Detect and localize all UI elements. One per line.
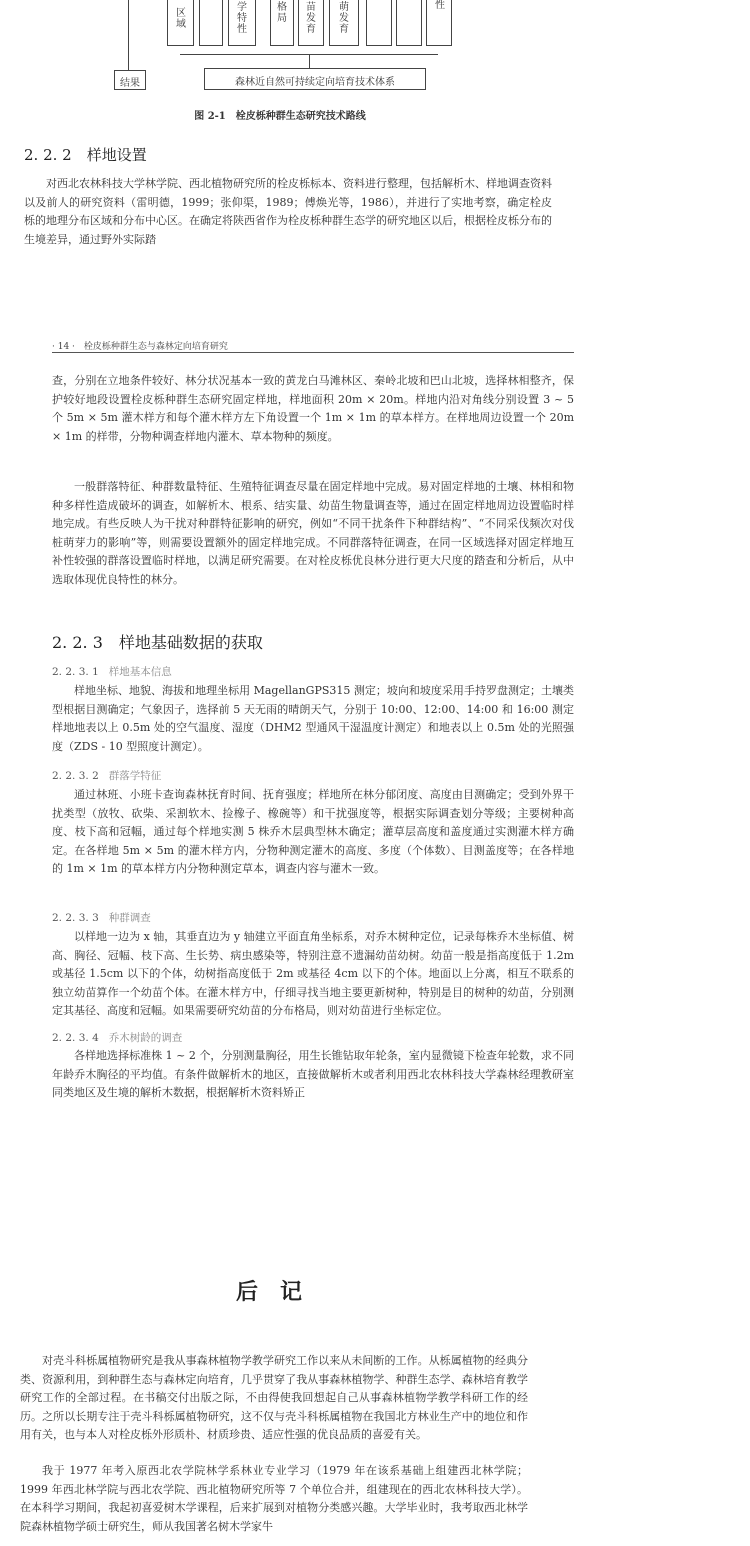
subsection-number: 2. 2. 3. 1 <box>52 666 99 678</box>
header-divider <box>52 352 574 353</box>
result-label: 结果 <box>120 78 140 89</box>
flow-node-label: 学特性 <box>237 2 247 35</box>
afterword-paragraph-2: 我于 1977 年考入原西北农学院林学系林业专业学习（1979 年在该系基础上组建西北林学院；1999 年西北林学院与西北农学院、西北植物研究所等 7 个单位合并，组建现在的西北农林科技大学）。在本科学习期间，我起初喜爱树木学课程，后来扩展到对植物分类感兴趣。大学毕业时，我考取西北林学院森林植物学硕士研究生，师从我国著名树木学家牛 <box>20 1464 528 1533</box>
subsection-heading-2-2-3-1 <box>52 664 172 679</box>
figure-caption: 图 2-1 栓皮栎种群生态研究技术路线 <box>194 111 366 122</box>
subsection-title: 乔木树龄的调查 <box>108 1032 183 1044</box>
subsection-heading-2-2-3-3 <box>52 910 151 925</box>
paragraph-2-2-2: 对西北农林科技大学林学院、西北植物研究所的栓皮栎标本、资料进行整理，包括解析木、样地调查资料以及前人的研究资料（雷明德，1999；张仰渠，1989；傅焕光等，1986），并进行了实地考察，确定栓皮栎的地理分布区域和分布中心区。在确定将陕西省作为栓皮栎种群生态学的研究地区以后，根据栓皮栎分布的生境差异，通过野外实际踏 <box>24 177 552 246</box>
flow-node <box>366 0 392 46</box>
subsection-heading-2-2-3-2 <box>52 768 161 783</box>
flow-node-label: 萌发育 <box>339 2 349 35</box>
flow-node-label: 苗发育 <box>306 2 316 35</box>
paragraph-2-2-3-2: 通过林班、小班卡查询森林抚育时间、抚育强度；样地所在林分郁闭度、高度由目测确定；受到外界干扰类型（放牧、砍柴、采割软木、捡橡子、橡碗等）和干扰强度等，根据实际调查划分等级；主要树种高度、枝下高和冠幅，通过每个样地实测 5 株乔木层典型林木确定；灌草层高度和盖度通过实测灌木样方确定。在各样地 5m × 5m 的灌木样方内，分物种测定灌木的高度、多度（个体数）、目测盖度等；在各样地的 1m × 1m 的草本样方内分物种测定草本，调查内容与灌木一致。 <box>52 788 574 875</box>
flow-node-label: 区域 <box>176 8 186 30</box>
flow-node <box>199 0 223 46</box>
flow-node-label: 格局 <box>277 2 287 24</box>
flow-node <box>396 0 422 46</box>
subsection-title: 种群调查 <box>108 912 151 924</box>
flow-node-label: 性 <box>435 0 445 11</box>
flow-connector <box>309 54 310 68</box>
paragraph-2-2-3-4: 各样地选择标准株 1 ~ 2 个，分别测量胸径，用生长锥钻取年轮条，室内显微镜下检查年轮数，求不同年龄乔木胸径的平均值。有条件做解析木的地区，直接做解析木或者利用西北农林科技大学森林经理教研室同类地区及生境的解析木数据，根据解析木资料矫正 <box>52 1049 574 1099</box>
paragraph-community-survey: 一般群落特征、种群数量特征、生殖特征调查尽量在固定样地中完成。易对固定样地的土壤、林相和物种多样性造成破坏的调查，如解析木、根系、结实量、幼苗生物量调查等，通过在固定样地周边设置临时样地完成。有些反映人为干扰对种群特征影响的研究，例如“不同干扰条件下种群结构”、“不同采伐频次对伐桩萌芽力的影响”等，则需要设置额外的固定样地完成。不同群落特征调查，在同一区域选择对固定样地互补性较强的群落设置临时样地，以满足研究需要。在对栓皮栎优良林分进行更大尺度的踏查和分析后，从中选取体现优良特性的林分。 <box>52 480 574 586</box>
bottom-process-label: 森林近自然可持续定向培育技术体系 <box>235 77 395 88</box>
section-heading-2-2-3: 2. 2. 3 样地基础数据的获取 <box>52 633 263 652</box>
subsection-title: 群落学特征 <box>108 770 162 782</box>
paragraph-2-2-3-1: 样地坐标、地貌、海拔和地理坐标用 MagellanGPS315 测定；坡向和坡度采用手持罗盘测定；土壤类型根据目测确定；气象因子，选择前 5 天无雨的晴朗天气，分别于 10:00、12:00、14:00 和 16:00 测定样地地表以上 0.5m 处的空气温度、湿度（DHM2 型通风干湿温度计测定）和地表以上 0.5m 处的光照强度（ZDS - 10 型照度计测定）。 <box>52 684 574 753</box>
subsection-number: 2. 2. 3. 3 <box>52 912 99 924</box>
subsection-number: 2. 2. 3. 4 <box>52 1032 99 1044</box>
flow-connector <box>128 0 129 70</box>
subsection-title: 样地基本信息 <box>108 666 172 678</box>
subsection-number: 2. 2. 3. 2 <box>52 770 99 782</box>
afterword-paragraph-1: 对壳斗科栎属植物研究是我从事森林植物学教学研究工作以来从未间断的工作。从栎属植物的经典分类、资源利用，到种群生态与森林定向培育，几乎贯穿了我从事森林植物学、种群生态学、森林培育教学研究工作的全部过程。在书稿交付出版之际，不由得使我回想起自己从事森林植物学教学科研工作的经历。之所以长期专注于壳斗科栎属植物研究，这不仅与壳斗科栎属植物在我国北方林业生产中的地位和作用有关，也与本人对栓皮栎外形质朴、材质珍贵、适应性强的优良品质的喜爱有关。 <box>20 1354 528 1441</box>
section-heading-2-2-2: 2. 2. 2 样地设置 <box>24 146 147 164</box>
running-header: · 14 · 栓皮栎种群生态与森林定向培育研究 <box>52 342 228 352</box>
paragraph-2-2-3-3: 以样地一边为 x 轴，其垂直边为 y 轴建立平面直角坐标系，对乔木树种定位，记录每株乔木坐标值、树高、胸径、冠幅、枝下高、生长势、病虫感染等，特别注意不遗漏幼苗幼树。幼苗一般是指高度低于 1.2m 或基径 1.5cm 以下的个体，幼树指高度低于 2m 或基径 4cm 以下的个体。地面以上分离，相互不联系的独立幼苗算作一个幼苗个体。在灌木样方中，仔细寻找当地主要更新树种，特别是目的树种的幼苗，分别测定其基径、高度和冠幅。如果需要研究幼苗的分布格局，则对幼苗进行坐标定位。 <box>52 930 574 1017</box>
paragraph-sample-plots: 查，分别在立地条件较好、林分状况基本一致的黄龙白马滩林区、秦岭北坡和巴山北坡，选择林相整齐，保护较好地段设置栓皮栎种群生态研究固定样地，样地面积 20m × 20m。样地内沿对角线分别设置 3 ~ 5 个 5m × 5m 灌木样方和每个灌木样方左下角设置一个 1m × 1m 的草本样方。在样地周边设置一个 20m × 1m 的样带，分物种调查样地内灌木、草本物种的频度。 <box>52 374 574 443</box>
afterword-title: 后记 <box>235 1279 324 1305</box>
subsection-heading-2-2-3-4 <box>52 1030 182 1045</box>
